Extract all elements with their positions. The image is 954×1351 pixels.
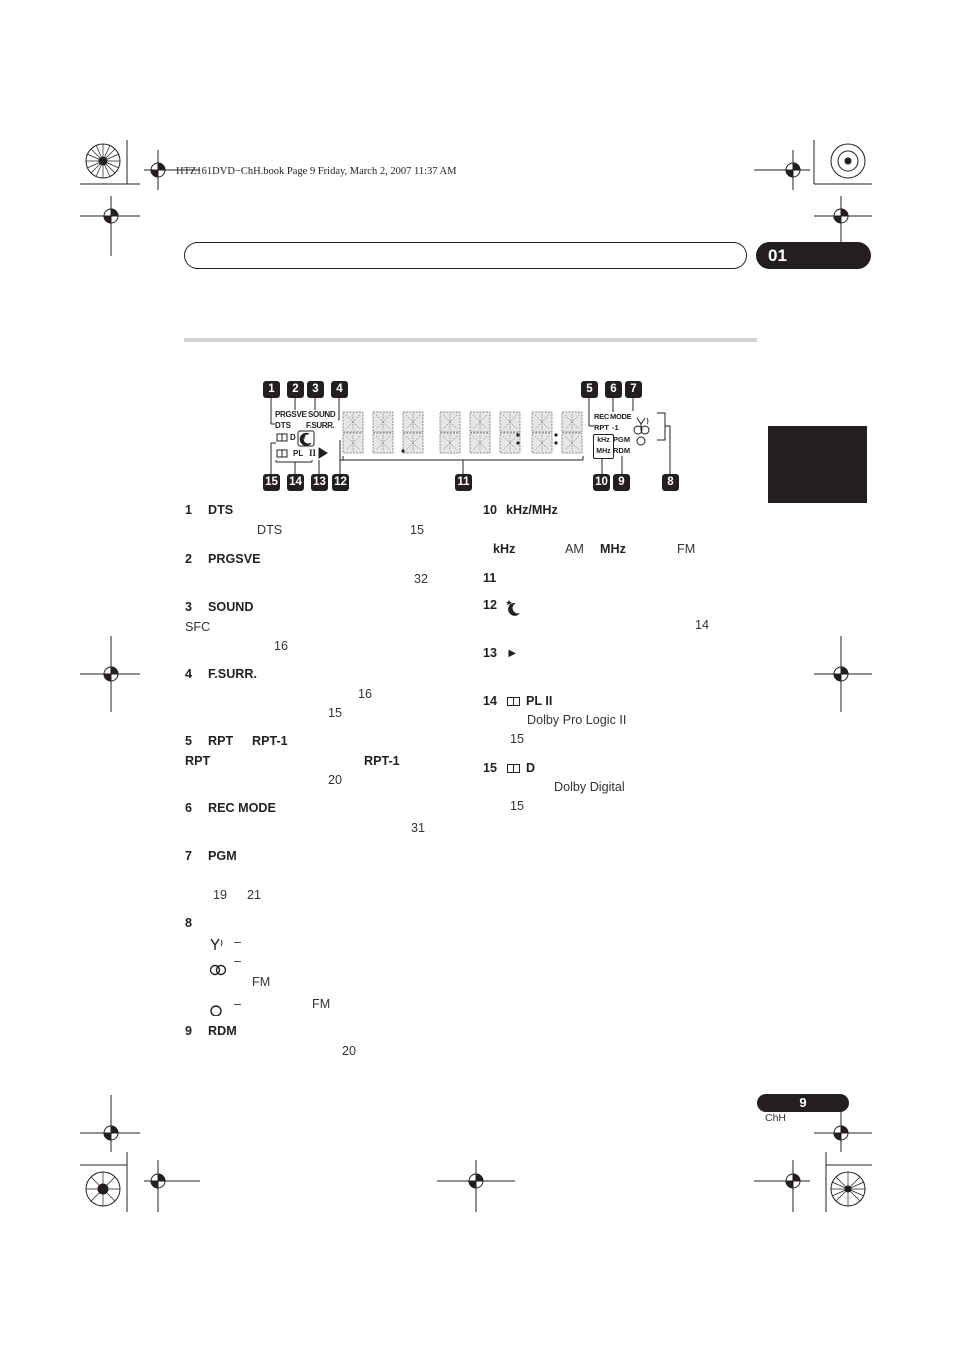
item-number: 14 — [483, 694, 498, 708]
callout-tag: 9 — [613, 474, 630, 491]
dash: – — [234, 935, 242, 949]
page-ref: 20 — [328, 773, 343, 787]
callout-tag: 14 — [287, 474, 304, 491]
chapter-number-badge: 01 — [756, 242, 871, 269]
lcd-rpt-1: -1 — [612, 423, 619, 432]
item-title: RDM — [208, 1024, 237, 1038]
lcd-display-graphic — [260, 380, 690, 495]
dash: – — [234, 954, 242, 968]
page-ref: 15 — [510, 799, 525, 813]
lcd-mode: MODE — [610, 412, 632, 421]
lcd-dolby-d: D — [290, 433, 296, 442]
callout-tag: 7 — [625, 381, 642, 398]
item-text: DTS — [257, 523, 283, 537]
item-number: 12 — [483, 598, 498, 612]
page-ref: 21 — [247, 888, 262, 902]
item-text: RPT-1 — [364, 754, 400, 768]
khz-label: kHz — [493, 542, 516, 556]
item-title: RPT-1 — [252, 734, 288, 748]
callout-tag: 4 — [331, 381, 348, 398]
item-number: 8 — [185, 916, 193, 930]
item-title: REC MODE — [208, 801, 276, 815]
lcd-pgm: PGM — [613, 435, 631, 444]
fm-label: FM — [677, 542, 696, 556]
lcd-rdm: RDM — [613, 446, 631, 455]
item-title: DTS — [208, 503, 234, 517]
item-number: 2 — [185, 552, 193, 566]
page-ref: 16 — [274, 639, 289, 653]
item-number: 6 — [185, 801, 193, 815]
callout-tag: 1 — [263, 381, 280, 398]
lcd-fsurr: F.SURR. — [306, 421, 335, 430]
callout-tag: 5 — [581, 381, 598, 398]
page-ref: 14 — [695, 618, 710, 632]
item-title: D — [526, 761, 536, 775]
item-text: Dolby Pro Logic II — [527, 713, 627, 727]
callout-tag: 15 — [263, 474, 280, 491]
item-number: 13 — [483, 646, 498, 660]
callout-tag: 2 — [287, 381, 304, 398]
callout-tag: 12 — [332, 474, 349, 491]
language-side-tab — [768, 426, 867, 503]
lcd-sound: SOUND — [308, 410, 336, 419]
section-rule — [184, 338, 757, 342]
item-title: PGM — [208, 849, 237, 863]
am-label: AM — [565, 542, 584, 556]
sleep-icon — [504, 599, 524, 617]
page-ref: 20 — [342, 1044, 357, 1058]
item-title: SOUND — [208, 600, 254, 614]
item-number: 10 — [483, 503, 498, 517]
callout-tag: 13 — [311, 474, 328, 491]
play-symbol: ► — [506, 646, 519, 660]
tuner-indicator-icons — [209, 936, 229, 1016]
page-ref: 19 — [213, 888, 228, 902]
lcd-mhz: MHz — [596, 448, 611, 455]
callout-tag: 11 — [455, 474, 472, 491]
item-title: PL II — [526, 694, 553, 708]
item-title: RPT — [208, 734, 234, 748]
lcd-khz: kHz — [597, 437, 610, 444]
item-number: 3 — [185, 600, 193, 614]
page-ref: 32 — [414, 572, 429, 586]
lcd-rec: REC — [594, 412, 609, 421]
item-text: RPT — [185, 754, 211, 768]
item-number: 5 — [185, 734, 193, 748]
lcd-prgsve: PRGSVE — [275, 410, 307, 419]
chapter-title-bar — [184, 242, 747, 269]
callout-tag: 8 — [662, 474, 679, 491]
item-title: kHz/MHz — [506, 503, 558, 517]
lcd-dts: DTS — [275, 421, 291, 430]
page-number: 9 — [757, 1094, 849, 1112]
item-title: PRGSVE — [208, 552, 261, 566]
language-code: ChH — [765, 1112, 787, 1124]
item-number: 9 — [185, 1024, 193, 1038]
item-number: 4 — [185, 667, 193, 681]
page-ref: 15 — [510, 732, 525, 746]
page-ref: 15 — [410, 523, 425, 537]
item-number: 11 — [483, 571, 497, 585]
book-info-header: HTZ161DVD−ChH.book Page 9 Friday, March 2, 2007 11:37 AM — [176, 166, 457, 177]
item-title: F.SURR. — [208, 667, 257, 681]
page-ref: 31 — [411, 821, 426, 835]
page-ref: 16 — [358, 687, 373, 701]
item-text: SFC — [185, 620, 211, 634]
display-figure — [260, 380, 690, 495]
item-number: 7 — [185, 849, 193, 863]
dash: – — [234, 997, 242, 1011]
lcd-pl: PL — [293, 449, 304, 458]
dolby-icon — [507, 764, 521, 774]
fm-label: FM — [252, 975, 271, 989]
lcd-pl-ii: II — [309, 448, 317, 458]
fm-label: FM — [312, 997, 331, 1011]
mhz-label: MHz — [600, 542, 626, 556]
page-ref: 15 — [328, 706, 343, 720]
callout-tag: 3 — [307, 381, 324, 398]
dolby-icon — [507, 697, 521, 707]
callout-tag: 6 — [605, 381, 622, 398]
item-number: 1 — [185, 503, 193, 517]
callout-tag: 10 — [593, 474, 610, 491]
item-number: 15 — [483, 761, 498, 775]
item-text: Dolby Digital — [554, 780, 625, 794]
lcd-rpt: RPT — [594, 423, 609, 432]
